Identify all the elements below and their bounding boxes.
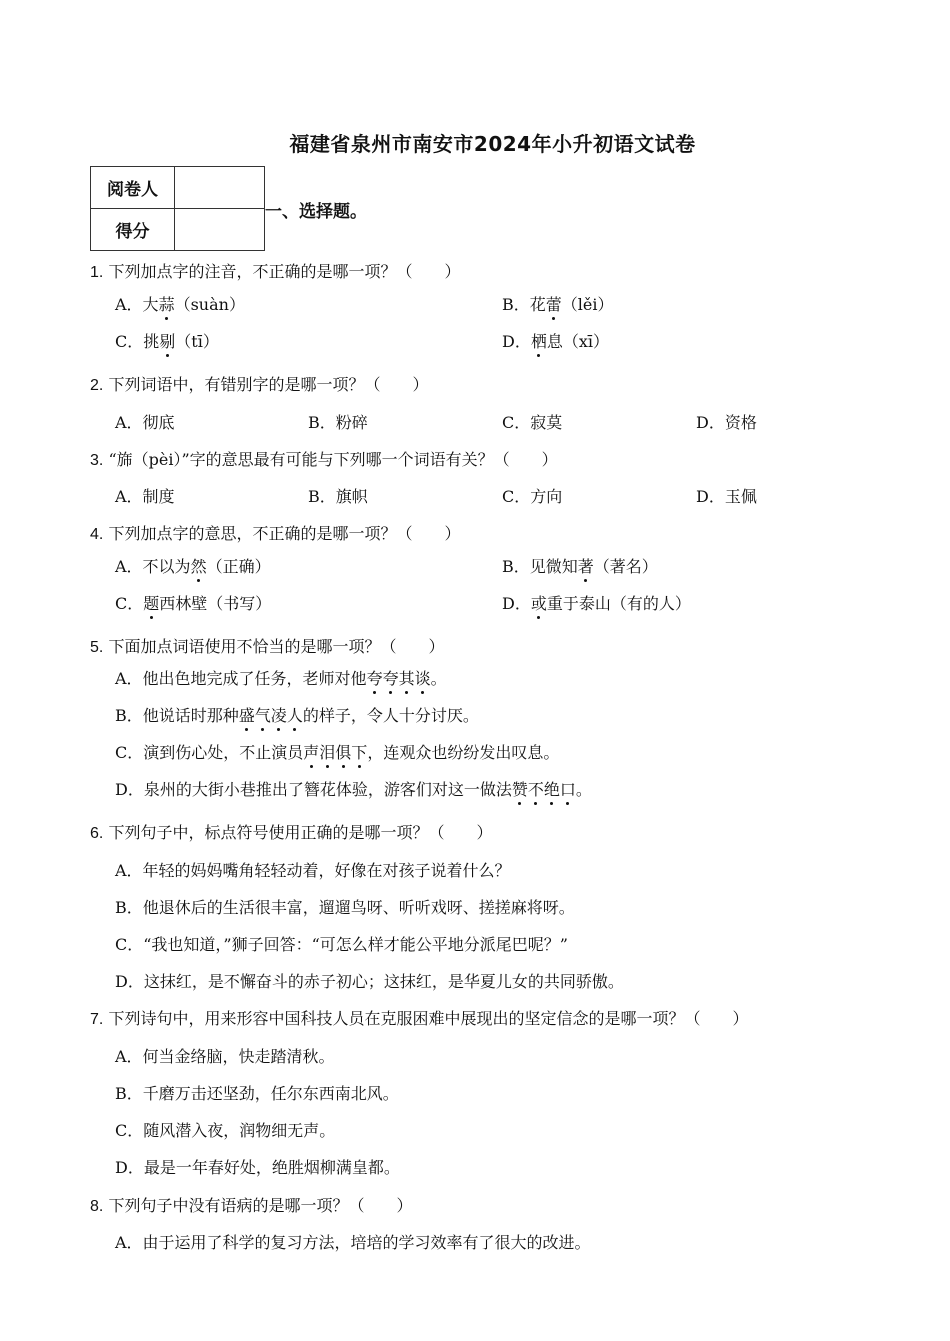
question-number: 4. — [90, 526, 104, 543]
question-stem: 下列加点字的意思，不正确的是哪一项？（ ） — [108, 524, 461, 543]
dotted-char: 栖 — [531, 329, 547, 352]
q8-option-a: A．由于运用了科学的复习方法，培培的学习效率有了很大的改进。 — [115, 1233, 591, 1252]
question-stem: 下列加点字的注音，不正确的是哪一项？（ ） — [108, 262, 461, 281]
option-text: B．他说话时那种 — [115, 706, 239, 725]
option-text: 西林壁（书写） — [159, 594, 272, 613]
option-text: C． — [115, 594, 144, 613]
q5-option-c — [115, 740, 559, 763]
question-stem: 下列句子中，标点符号使用正确的是哪一项？（ ） — [108, 823, 493, 842]
question-6 — [90, 820, 492, 843]
question-5 — [90, 634, 444, 657]
q7-option-c: C．随风潜入夜，润物细无声。 — [115, 1121, 336, 1140]
dotted-char: 蕾 — [546, 292, 562, 315]
q2-option-a: A．彻底 — [115, 413, 175, 432]
dotted-char: 声 — [303, 740, 319, 763]
reviewer-label: 阅卷人 — [91, 167, 175, 209]
option-text: B．见微知 — [502, 557, 578, 576]
dotted-char: 剔 — [159, 329, 175, 352]
reviewer-cell — [175, 167, 265, 209]
dotted-char: 或 — [531, 591, 547, 614]
dotted-char: 不 — [528, 777, 544, 800]
q1-option-d — [502, 329, 609, 352]
dotted-char: 蒜 — [159, 292, 175, 315]
option-text: 。 — [575, 780, 592, 799]
dotted-char: 下 — [351, 740, 367, 763]
q3-option-d: D．玉佩 — [696, 487, 757, 506]
option-text: C．挑 — [115, 332, 160, 351]
question-stem: 下列诗句中，用来形容中国科技人员在克服困难中展现出的坚定信念的是哪一项？（ ） — [108, 1009, 749, 1028]
dotted-char: 气 — [255, 703, 271, 726]
q5-option-a — [115, 666, 447, 689]
dotted-char: 赞 — [512, 777, 528, 800]
option-text: A．不以为 — [115, 557, 191, 576]
q2-option-d: D．资格 — [696, 413, 757, 432]
q6-option-c: C．“我也知道，”狮子回答：“可怎么样才能公平地分派尾巴呢？” — [115, 935, 568, 954]
option-text: C．演到伤心处，不止演员 — [115, 743, 304, 762]
dotted-char: 盛 — [239, 703, 255, 726]
q4-option-b — [502, 554, 658, 577]
dotted-char: 夸 — [367, 666, 383, 689]
dotted-char: 泪 — [319, 740, 335, 763]
question-1 — [90, 259, 460, 282]
q4-option-d — [502, 591, 691, 614]
option-text: ，连观众也纷纷发出叹息。 — [367, 743, 560, 762]
option-text: （lěi） — [561, 295, 614, 314]
dotted-char: 绝 — [544, 777, 560, 800]
section-title: 一、选择题。 — [265, 202, 367, 222]
option-text: （tī） — [175, 332, 219, 351]
q3-option-a: A．制度 — [115, 487, 175, 506]
q7-option-d: D．最是一年春好处，绝胜烟柳满皇都。 — [115, 1158, 400, 1177]
option-text: （正确） — [206, 557, 271, 576]
q3-option-b: B．旗帜 — [308, 487, 368, 506]
option-text: A．他出色地完成了任务，老师对他 — [115, 669, 367, 688]
score-table — [90, 166, 265, 251]
page-title: 福建省泉州市南安市2024年小升初语文试卷 — [289, 132, 696, 156]
q6-option-d: D．这抹红，是不懈奋斗的赤子初心；这抹红，是华夏儿女的共同骄傲。 — [115, 972, 624, 991]
q3-option-c: C．方向 — [502, 487, 563, 506]
dotted-char: 俱 — [335, 740, 351, 763]
q1-option-a — [115, 292, 245, 315]
question-2 — [90, 372, 428, 395]
question-stem: 下列句子中没有语病的是哪一项？（ ） — [108, 1196, 413, 1215]
question-number: 5. — [90, 639, 104, 656]
dotted-char: 题 — [143, 591, 159, 614]
question-stem: “旆（pèi）”字的意思最有可能与下列哪一个词语有关？（ ） — [108, 450, 558, 469]
option-text: （著名） — [593, 557, 658, 576]
question-number: 3. — [90, 452, 104, 469]
question-3 — [90, 447, 558, 470]
question-number: 7. — [90, 1011, 104, 1028]
question-8 — [90, 1193, 412, 1216]
option-text: 。 — [430, 669, 447, 688]
q6-option-a: A．年轻的妈妈嘴角轻轻动着，好像在对孩子说着什么？ — [115, 861, 511, 880]
option-text: 的样子，令人十分讨厌。 — [302, 706, 479, 725]
question-stem: 下列词语中，有错别字的是哪一项？（ ） — [108, 375, 429, 394]
q1-option-b — [502, 292, 614, 315]
dotted-char: 著 — [578, 554, 594, 577]
question-number: 1. — [90, 264, 104, 281]
q7-option-a: A．何当金络脑，快走踏清秋。 — [115, 1047, 335, 1066]
q4-option-c — [115, 591, 271, 614]
question-stem: 下面加点词语使用不恰当的是哪一项？（ ） — [108, 637, 445, 656]
option-text: A．大 — [115, 295, 159, 314]
option-text: （suàn） — [174, 295, 245, 314]
option-text: 息（xī） — [546, 332, 610, 351]
q6-option-b: B．他退休后的生活很丰富，遛遛鸟呀、听听戏呀、搓搓麻将呀。 — [115, 898, 575, 917]
score-cell — [175, 209, 265, 251]
score-label: 得分 — [91, 209, 175, 251]
question-number: 2. — [90, 377, 104, 394]
question-4 — [90, 521, 460, 544]
question-7 — [90, 1006, 748, 1029]
q1-option-c — [115, 329, 219, 352]
dotted-char: 口 — [560, 777, 576, 800]
q2-option-b: B．粉碎 — [308, 413, 368, 432]
option-text: 重于泰山（有的人） — [546, 594, 691, 613]
q5-option-d — [115, 777, 592, 800]
question-number: 8. — [90, 1198, 104, 1215]
q4-option-a — [115, 554, 271, 577]
dotted-char: 夸 — [383, 666, 399, 689]
q2-option-c: C．寂莫 — [502, 413, 563, 432]
dotted-char: 谈 — [415, 666, 431, 689]
question-number: 6. — [90, 825, 104, 842]
dotted-char: 凌 — [271, 703, 287, 726]
q5-option-b — [115, 703, 479, 726]
option-text: D． — [502, 332, 531, 351]
option-text: D．泉州的大街小巷推出了簪花体验，游客们对这一做法 — [115, 780, 512, 799]
option-text: B．花 — [502, 295, 546, 314]
dotted-char: 然 — [191, 554, 207, 577]
dotted-char: 人 — [287, 703, 303, 726]
dotted-char: 其 — [399, 666, 415, 689]
q7-option-b: B．千磨万击还坚劲，任尔东西南北风。 — [115, 1084, 399, 1103]
option-text: D． — [502, 594, 531, 613]
